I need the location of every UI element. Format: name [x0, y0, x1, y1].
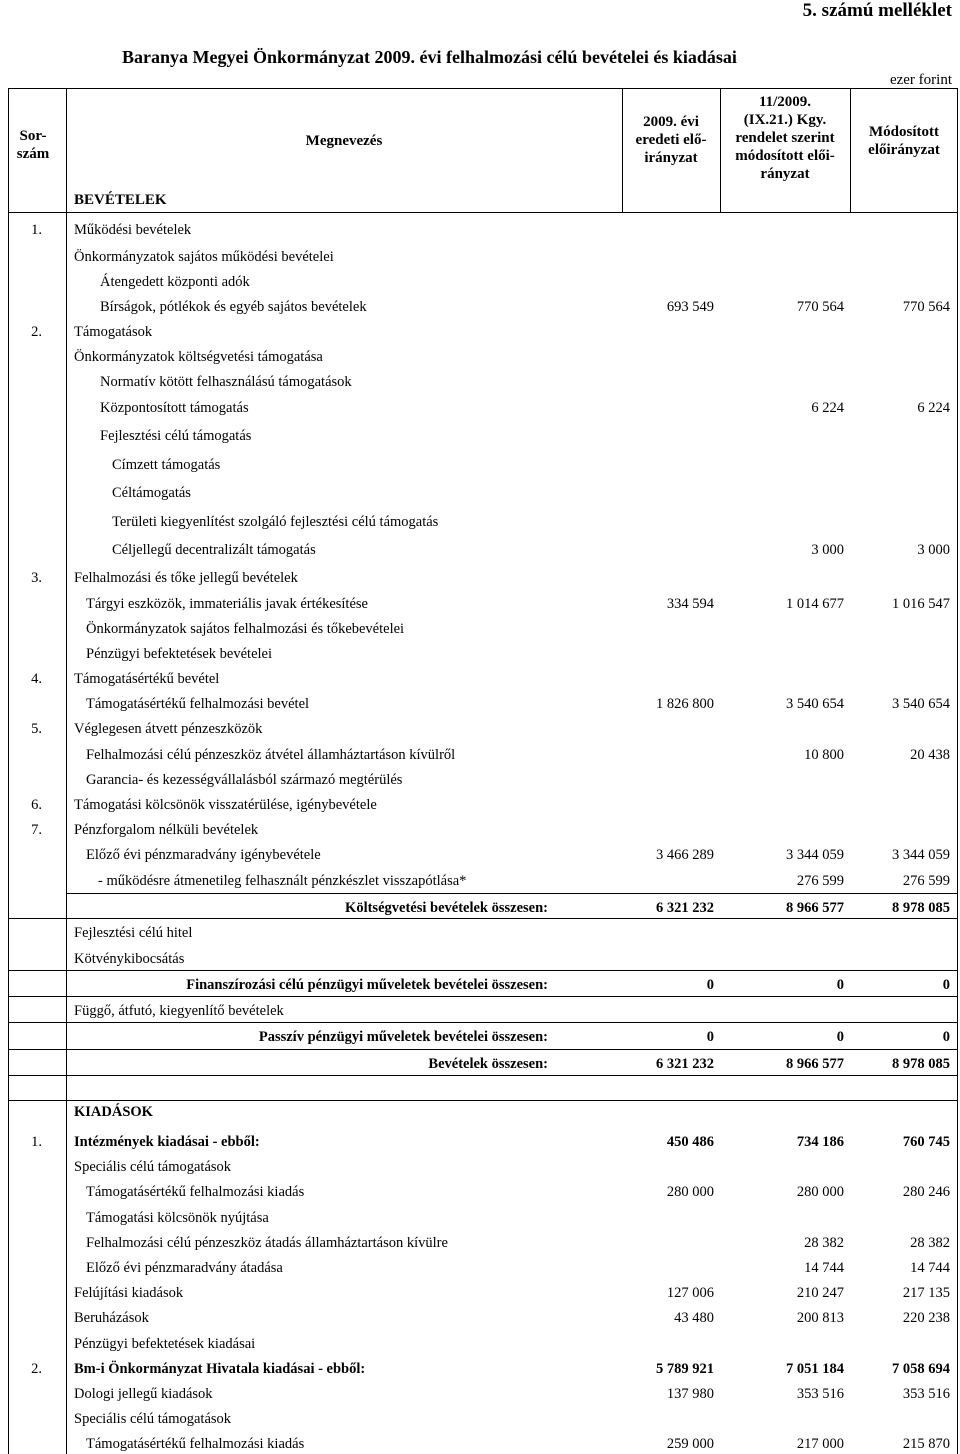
row-label: Önkormányzatok sajátos felhalmozási és tőkebevételei: [86, 621, 405, 637]
row-label: Felhalmozási és tőke jellegű bevételek: [74, 570, 298, 586]
col-divider-3: [850, 88, 851, 213]
row-label: Beruházások: [74, 1310, 149, 1326]
row-label: Pénzforgalom nélküli bevételek: [74, 822, 259, 838]
row-label: Bm-i Önkormányzat Hivatala kiadásai - ebből:: [74, 1361, 366, 1377]
row-value-v2: 3 344 059: [786, 847, 844, 863]
header-sorszam-line1: Sor-: [19, 128, 47, 144]
row-number: 2.: [31, 324, 42, 340]
row-value-v3: 20 438: [910, 747, 950, 763]
header-col3-line2: előirányzat: [868, 142, 940, 158]
row-value-v3: 0: [942, 977, 950, 993]
total-line-5: [8, 1022, 957, 1023]
row-value-v2: 734 186: [796, 1134, 844, 1150]
row-label: Felhalmozási célú pénzeszköz átadás államháztartáson kívülre: [86, 1235, 448, 1251]
row-value-v2: 353 516: [796, 1386, 844, 1402]
row-value-v1: 280 000: [666, 1184, 714, 1200]
header-bottom-border: [8, 212, 958, 213]
row-value-v3: 28 382: [910, 1235, 950, 1251]
row-value-v1: 450 486: [666, 1134, 714, 1150]
row-value-v2: 3 540 654: [786, 696, 844, 712]
row-label: Önkormányzatok költségvetési támogatása: [74, 349, 323, 365]
row-value-v1: 1 826 800: [656, 696, 714, 712]
row-value-v1: 137 980: [666, 1386, 714, 1402]
row-label: Finanszírozási célú pénzügyi műveletek bevételei összesen:: [186, 977, 548, 993]
row-label: Intézmények kiadásai - ebből:: [74, 1134, 260, 1150]
row-label: Felújítási kiadások: [74, 1285, 184, 1301]
header-col2-line1: 11/2009.: [758, 94, 812, 110]
row-value-v1: 334 594: [666, 596, 714, 612]
row-label: Költségvetési bevételek összesen:: [345, 900, 548, 916]
header-col1-line1: 2009. évi: [643, 114, 699, 130]
total-line-1: [66, 893, 957, 894]
header-col2-line2: (IX.21.) Kgy.: [743, 112, 827, 128]
row-value-v3: 8 978 085: [892, 1056, 950, 1072]
row-label: Fejlesztési célú támogatás: [100, 428, 252, 444]
row-value-v2: 7 051 184: [786, 1361, 844, 1377]
header-sorszam-line2: szám: [16, 146, 50, 162]
row-label: Normatív kötött felhasználású támogatások: [100, 374, 352, 390]
row-label: Előző évi pénzmaradvány igénybevétele: [86, 847, 321, 863]
total-line-6: [8, 1049, 957, 1050]
row-value-v2: 0: [836, 1029, 844, 1045]
unit-label: ezer forint: [889, 72, 952, 88]
row-label: KIADÁSOK: [74, 1104, 153, 1120]
row-label: Támogatásértékű felhalmozási kiadás: [86, 1436, 305, 1452]
row-label: Központosított támogatás: [100, 400, 249, 416]
header-col3: [850, 96, 958, 186]
row-number: 7.: [31, 822, 42, 838]
row-value-v2: 14 744: [804, 1260, 844, 1276]
row-label: Tárgyi eszközök, immateriális javak értékesítése: [86, 596, 368, 612]
row-value-v3: 1 016 547: [892, 596, 950, 612]
row-label: Véglegesen átvett pénzeszközök: [74, 721, 263, 737]
row-value-v3: 770 564: [902, 299, 950, 315]
row-label: Függő, átfutó, kiegyenlítő bevételek: [74, 1003, 284, 1019]
row-value-v3: 8 978 085: [892, 900, 950, 916]
row-label: Felhalmozási célú pénzeszköz átvétel államháztartáson kívülről: [86, 747, 456, 763]
row-value-v1: 6 321 232: [656, 900, 714, 916]
row-value-v2: 280 000: [796, 1184, 844, 1200]
right-border: [957, 88, 958, 1454]
header-top-border: [8, 88, 958, 89]
row-value-v3: 3 344 059: [892, 847, 950, 863]
header-megnevezes: Megnevezés: [305, 133, 383, 149]
row-label: Címzett támogatás: [112, 457, 221, 473]
row-value-v3: 760 745: [902, 1134, 950, 1150]
row-value-v2: 8 966 577: [786, 1056, 844, 1072]
row-label: Passzív pénzügyi műveletek bevételei összesen:: [258, 1029, 548, 1045]
left-border: [8, 88, 9, 1454]
row-label: Támogatási kölcsönök visszatérülése, igénybevétele: [74, 797, 377, 813]
row-value-v3: 220 238: [902, 1310, 950, 1326]
row-number: 1.: [31, 222, 42, 238]
header-col3-line1: Módosított: [869, 124, 939, 140]
row-value-v3: 14 744: [910, 1260, 950, 1276]
row-number: 4.: [31, 671, 42, 687]
row-value-v3: 3 000: [917, 542, 950, 558]
row-label: Pénzügyi befektetések bevételei: [86, 646, 273, 662]
header-col2-line4: módosított elői-: [735, 148, 835, 164]
row-value-v2: 3 000: [811, 542, 844, 558]
row-value-v2: 217 000: [796, 1436, 844, 1452]
row-label: Támogatási kölcsönök nyújtása: [86, 1210, 269, 1226]
row-value-v1: 6 321 232: [656, 1056, 714, 1072]
row-value-v2: 210 247: [796, 1285, 844, 1301]
row-number: 2.: [31, 1361, 42, 1377]
row-label: Támogatásértékű felhalmozási bevétel: [86, 696, 310, 712]
col-divider-2: [720, 88, 721, 213]
row-label: - működésre átmenetileg felhasznált pénzkészlet visszapótlása*: [98, 873, 467, 889]
header-col1: [622, 90, 720, 190]
header-col2-line3: rendelet szerint: [735, 130, 835, 146]
row-value-v3: 0: [942, 1029, 950, 1045]
col-divider-1: [622, 88, 623, 213]
row-value-v1: 259 000: [666, 1436, 714, 1452]
row-value-v2: 276 599: [796, 873, 844, 889]
total-line-7: [8, 1075, 957, 1076]
row-value-v1: 127 006: [666, 1285, 714, 1301]
row-value-v2: 770 564: [796, 299, 844, 315]
row-value-v3: 7 058 694: [892, 1361, 950, 1377]
total-line-4: [8, 996, 957, 997]
total-line-2: [8, 918, 957, 919]
document-title: Baranya Megyei Önkormányzat 2009. évi felhalmozási célú bevételei és kiadásai: [122, 47, 737, 67]
row-value-v2: 0: [836, 977, 844, 993]
row-label: Bevételek összesen:: [428, 1056, 548, 1072]
row-label: Átengedett központi adók: [100, 274, 250, 290]
row-value-v3: 3 540 654: [892, 696, 950, 712]
header-col1-line3: irányzat: [644, 150, 698, 166]
row-value-v1: 43 480: [674, 1310, 714, 1326]
row-label: Önkormányzatok sajátos működési bevételei: [74, 249, 334, 265]
bevetelek-label: BEVÉTELEK: [74, 192, 167, 208]
col-divider-sorszam: [66, 88, 67, 1454]
row-number: 3.: [31, 570, 42, 586]
row-value-v3: 6 224: [917, 400, 950, 416]
row-label: Működési bevételek: [74, 222, 192, 238]
row-number: 1.: [31, 1134, 42, 1150]
row-value-v2: 8 966 577: [786, 900, 844, 916]
row-label: Támogatásértékű bevétel: [74, 671, 220, 687]
header-col2: [720, 88, 850, 188]
row-label: Támogatások: [74, 324, 153, 340]
header-col2-line5: rányzat: [760, 166, 810, 182]
row-value-v1: 5 789 921: [656, 1361, 714, 1377]
row-value-v1: 3 466 289: [656, 847, 714, 863]
row-label: Bírságok, pótlékok és egyéb sajátos bevételek: [100, 299, 367, 315]
row-number: 6.: [31, 797, 42, 813]
row-label: Fejlesztési célú hitel: [74, 925, 193, 941]
row-label: Pénzügyi befektetések kiadásai: [74, 1336, 256, 1352]
row-value-v3: 280 246: [902, 1184, 950, 1200]
row-value-v3: 217 135: [902, 1285, 950, 1301]
annex-label: 5. számú melléklet: [802, 0, 952, 21]
row-value-v2: 6 224: [811, 400, 844, 416]
header-col1-line2: eredeti elő-: [635, 132, 707, 148]
row-label: Garancia- és kezességvállalásból származó megtérülés: [86, 772, 403, 788]
row-value-v3: 215 870: [902, 1436, 950, 1452]
row-value-v1: 693 549: [666, 299, 714, 315]
row-label: Előző évi pénzmaradvány átadása: [86, 1260, 283, 1276]
row-label: Dologi jellegű kiadások: [74, 1386, 213, 1402]
row-number: 5.: [31, 721, 42, 737]
header-sorszam: [0, 100, 66, 190]
row-value-v3: 276 599: [902, 873, 950, 889]
row-value-v3: 353 516: [902, 1386, 950, 1402]
row-value-v1: 0: [706, 977, 714, 993]
row-label: Speciális célú támogatások: [74, 1411, 232, 1427]
row-value-v2: 28 382: [804, 1235, 844, 1251]
row-label: Céltámogatás: [112, 485, 191, 501]
row-label: Támogatásértékű felhalmozási kiadás: [86, 1184, 305, 1200]
row-label: Területi kiegyenlítést szolgáló fejlesztési célú támogatás: [112, 514, 439, 530]
row-label: Kötvénykibocsátás: [74, 951, 185, 967]
row-value-v2: 200 813: [796, 1310, 844, 1326]
row-value-v2: 10 800: [804, 747, 844, 763]
row-label: Speciális célú támogatások: [74, 1159, 232, 1175]
total-line-3: [8, 970, 957, 971]
row-value-v1: 0: [706, 1029, 714, 1045]
total-line-8: [8, 1100, 957, 1101]
row-label: Céljellegű decentralizált támogatás: [112, 542, 316, 558]
row-value-v2: 1 014 677: [786, 596, 844, 612]
